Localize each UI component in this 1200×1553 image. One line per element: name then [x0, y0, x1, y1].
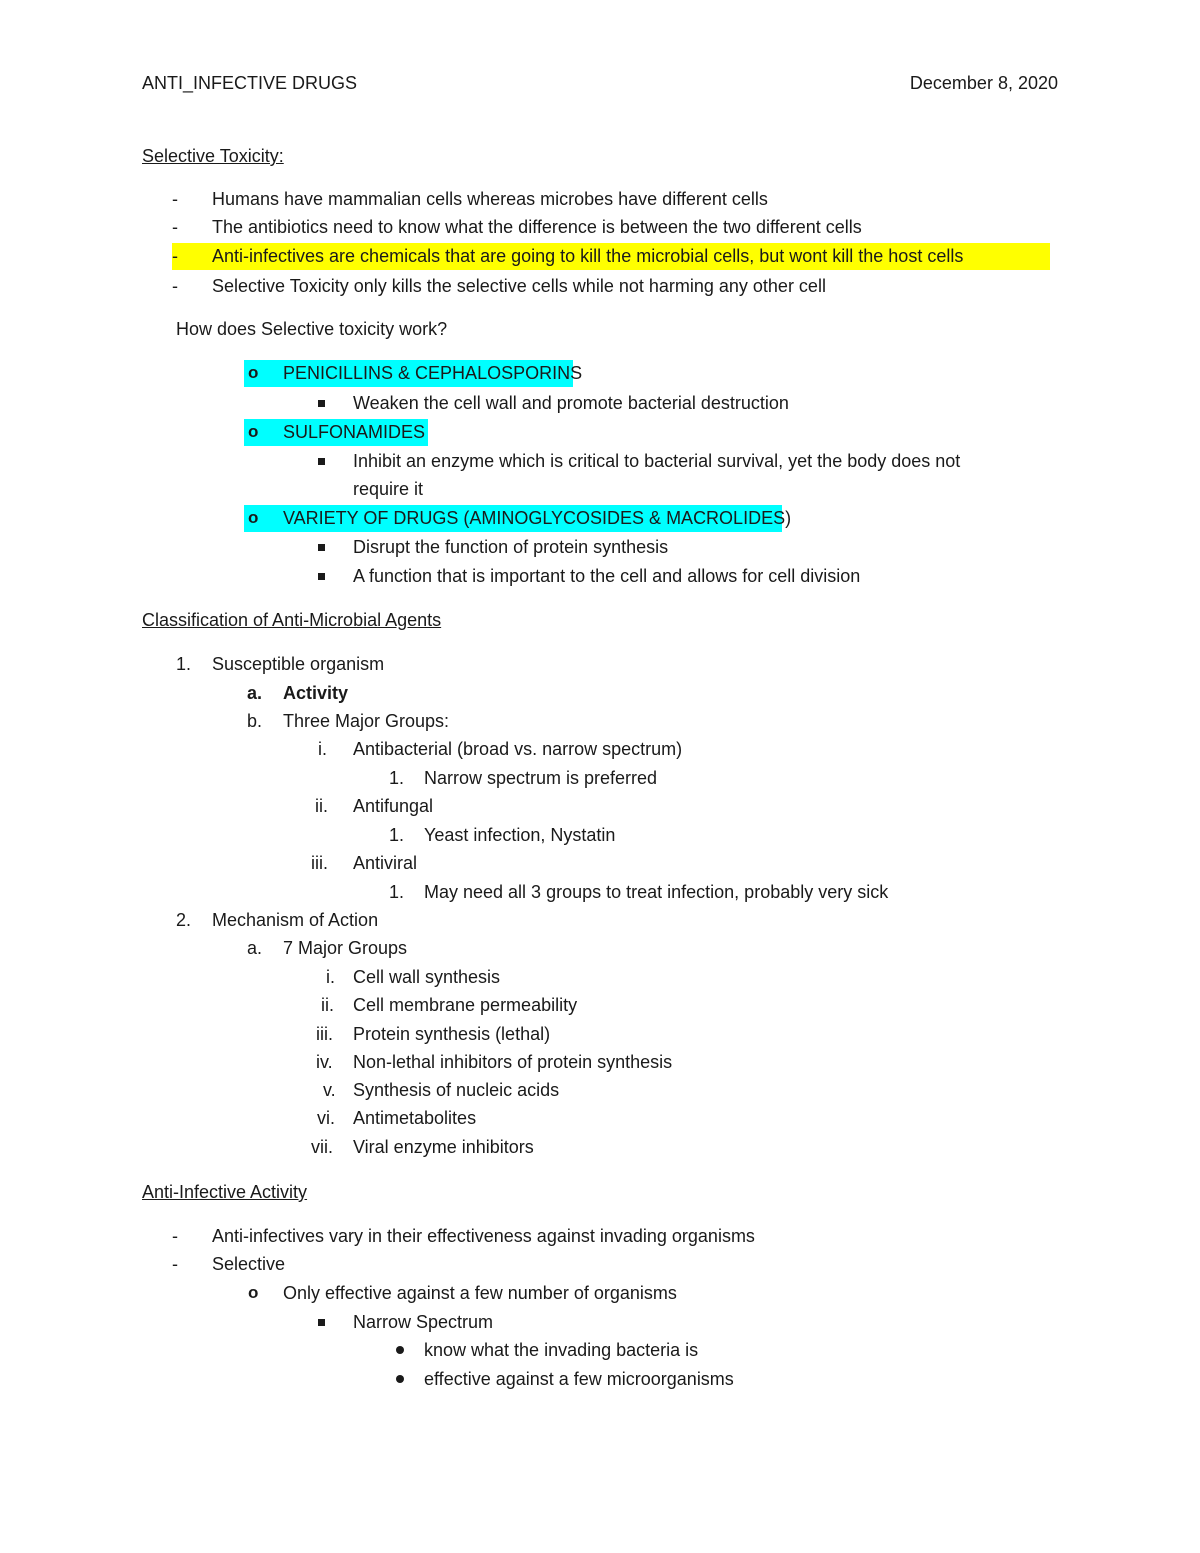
list-marker: 1.	[389, 825, 405, 845]
list-item: Antiviral	[353, 853, 418, 873]
list-item: Synthesis of nucleic acids	[353, 1080, 560, 1100]
activity-heading: Anti-Infective Activity	[142, 1182, 308, 1202]
list-marker: iii.	[316, 1024, 333, 1044]
list-item: Selective	[212, 1254, 286, 1274]
square-bullet	[318, 535, 325, 559]
square-bullet	[318, 1310, 325, 1334]
document-title: ANTI_INFECTIVE DRUGS	[142, 73, 358, 93]
list-item: Protein synthesis (lethal)	[353, 1024, 551, 1044]
list-item: effective against a few microorganisms	[424, 1369, 734, 1389]
list-item: Antifungal	[353, 796, 434, 816]
list-marker: i.	[318, 739, 327, 759]
list-marker: 1.	[176, 654, 192, 674]
drug-group-name: SULFONAMIDES	[283, 422, 426, 442]
list-item: Humans have mammalian cells whereas microbes have different cells	[212, 189, 768, 209]
bullet-dash: -	[172, 1254, 178, 1274]
list-item: Weaken the cell wall and promote bacterial destruction	[353, 393, 789, 413]
document-date: December 8, 2020	[909, 73, 1058, 93]
list-item: know what the invading bacteria is	[424, 1340, 699, 1360]
square-bullet	[318, 564, 325, 588]
list-marker: i.	[326, 967, 335, 987]
page-header	[142, 73, 1058, 99]
list-item: Antibacterial (broad vs. narrow spectrum)	[353, 739, 683, 759]
list-item: Anti-infectives vary in their effectiveness against invading organisms	[212, 1226, 755, 1246]
list-item: The antibiotics need to know what the difference is between the two different cells	[212, 217, 862, 237]
list-item: Selective Toxicity only kills the selective cells while not harming any other cell	[212, 276, 826, 296]
bullet-circle: o	[248, 363, 259, 382]
list-item: Yeast infection, Nystatin	[424, 825, 616, 845]
list-item: Viral enzyme inhibitors	[353, 1137, 534, 1157]
selective-toxicity-heading: Selective Toxicity:	[142, 146, 284, 166]
list-item: Antimetabolites	[353, 1108, 477, 1128]
square-bullet	[318, 391, 325, 415]
list-marker: ii.	[321, 995, 334, 1015]
list-marker: 1.	[389, 882, 405, 902]
list-marker: ii.	[315, 796, 328, 816]
dot-bullet	[396, 1367, 404, 1391]
list-marker: 2.	[176, 910, 192, 930]
square-bullet	[318, 449, 325, 473]
list-item: Narrow Spectrum	[353, 1312, 494, 1332]
question-text: How does Selective toxicity work?	[176, 319, 448, 339]
list-item: Non-lethal inhibitors of protein synthesis	[353, 1052, 673, 1072]
list-item: Disrupt the function of protein synthesis	[353, 537, 669, 557]
list-item: Mechanism of Action	[212, 910, 379, 930]
list-item: Inhibit an enzyme which is critical to bacterial survival, yet the body does not	[353, 451, 961, 471]
list-item: Cell membrane permeability	[353, 995, 578, 1015]
list-item-bold: Activity	[283, 683, 349, 703]
list-marker: iv.	[316, 1052, 333, 1072]
list-item: Susceptible organism	[212, 654, 385, 674]
list-item: Cell wall synthesis	[353, 967, 501, 987]
list-marker: a.	[247, 938, 263, 958]
list-marker: vi.	[317, 1108, 335, 1128]
bullet-dash: -	[172, 189, 178, 209]
list-marker: vii.	[311, 1137, 333, 1157]
bullet-circle: o	[248, 508, 259, 527]
drug-group-name: VARIETY OF DRUGS (AMINOGLYCOSIDES & MACROLIDES)	[283, 508, 792, 528]
bullet-dash: -	[172, 246, 178, 266]
bullet-dash: -	[172, 1226, 178, 1246]
drug-group-name: PENICILLINS & CEPHALOSPORINS	[283, 363, 583, 383]
list-item: A function that is important to the cell and allows for cell division	[353, 566, 861, 586]
highlighted-list-item: Anti-infectives are chemicals that are going to kill the microbial cells, but wont kill the host cells	[212, 246, 964, 266]
list-marker: b.	[247, 711, 263, 731]
list-item: May need all 3 groups to treat infection, probably very sick	[424, 882, 889, 902]
list-item: Narrow spectrum is preferred	[424, 768, 658, 788]
list-item-continued: require it	[353, 479, 424, 499]
bullet-dash: -	[172, 217, 178, 237]
list-item: 7 Major Groups	[283, 938, 408, 958]
list-marker: a.	[247, 683, 263, 703]
list-item: Three Major Groups:	[283, 711, 450, 731]
bullet-circle: o	[248, 422, 259, 441]
bullet-dash: -	[172, 276, 178, 296]
list-marker: v.	[323, 1080, 336, 1100]
bullet-circle: o	[248, 1283, 259, 1302]
dot-bullet	[396, 1338, 404, 1362]
list-marker: iii.	[311, 853, 328, 873]
classification-heading: Classification of Anti-Microbial Agents	[142, 610, 442, 630]
list-marker: 1.	[389, 768, 405, 788]
list-item: Only effective against a few number of organisms	[283, 1283, 677, 1303]
